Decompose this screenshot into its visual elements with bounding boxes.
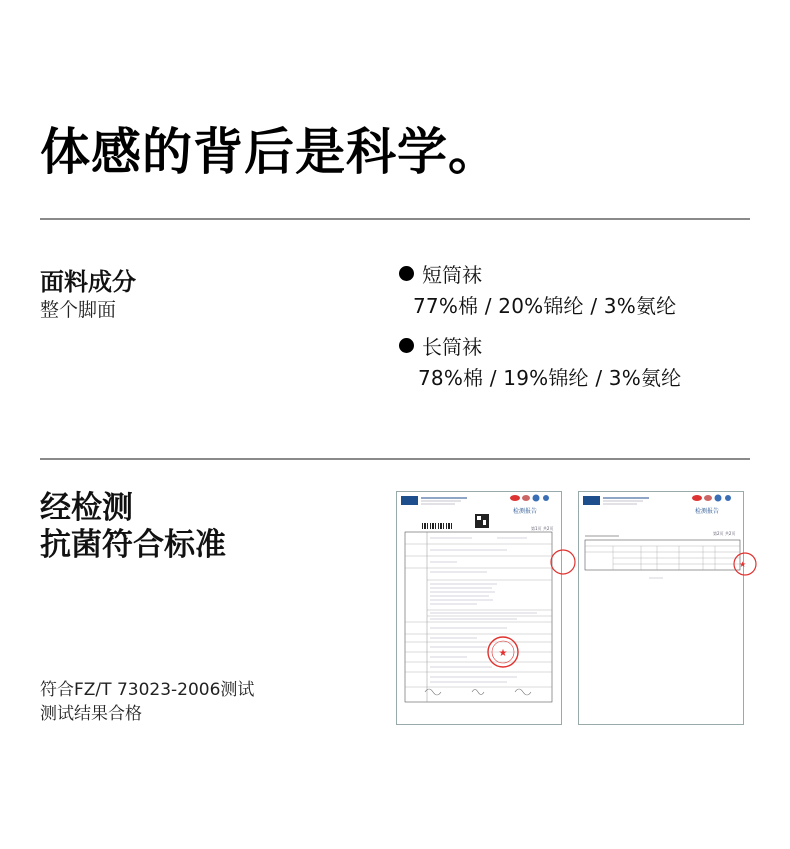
divider-middle	[40, 458, 750, 460]
svg-text:★: ★	[739, 560, 747, 569]
fabric-item-name: 短筒袜	[422, 263, 482, 287]
testing-heading-line2: 抗菌符合标准	[40, 527, 226, 563]
fabric-item-composition: 78%棉 / 19%锦纶 / 3%氨纶	[418, 366, 682, 390]
fabric-item-name: 长筒袜	[422, 335, 482, 359]
page-title: 体感的背后是科学。	[40, 123, 499, 181]
testing-standard-line2: 测试结果合格	[40, 704, 142, 724]
fabric-item-composition: 77%棉 / 20%锦纶 / 3%氨纶	[413, 294, 677, 318]
report-page-label: 第2页 共2页	[713, 531, 736, 536]
testing-standard-line1: 符合FZ/T 73023-2006测试	[40, 680, 255, 700]
bullet-dot-icon	[399, 338, 414, 353]
testing-standard	[40, 678, 254, 726]
testing-heading-line1: 经检测	[40, 490, 133, 526]
fabric-heading: 面料成分	[40, 268, 136, 296]
test-report-page-2	[578, 491, 747, 725]
bullet-dot-icon	[399, 266, 414, 281]
fabric-item-long	[399, 331, 681, 391]
fabric-item-short	[399, 259, 676, 319]
divider-top	[40, 218, 750, 220]
report-page-label: 第1页 共2页	[531, 526, 554, 531]
report-title: 检测报告	[513, 508, 538, 515]
testing-heading	[40, 490, 226, 564]
report-page-2-graphic	[579, 492, 745, 726]
fabric-subheading: 整个脚面	[40, 299, 117, 321]
report-title: 检测报告	[695, 508, 720, 515]
test-report-page-1	[396, 491, 562, 725]
svg-text:★: ★	[498, 648, 508, 659]
